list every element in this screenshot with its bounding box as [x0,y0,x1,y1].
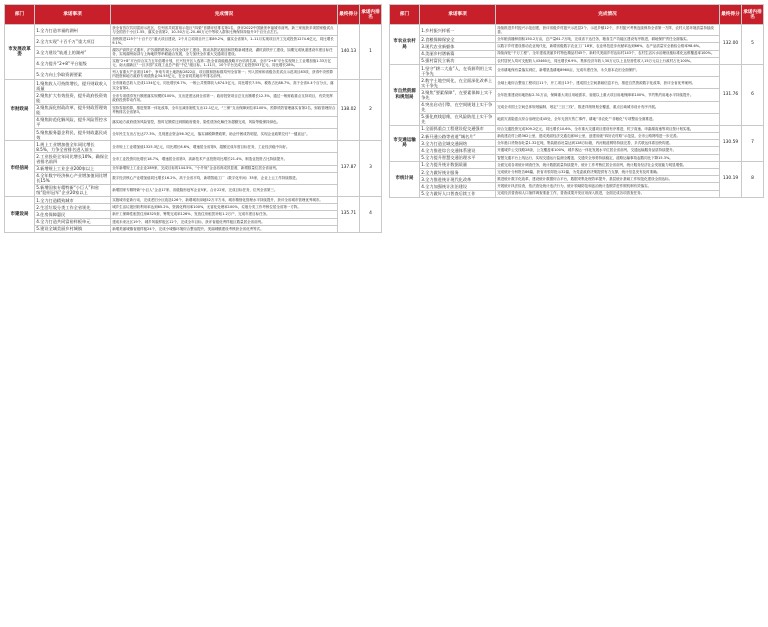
header-progress: 完成情况 [496,5,720,25]
table-row [390,133,764,140]
table-row [5,218,382,225]
header-dept: 部门 [5,5,35,25]
department-cell: 市建设局 [5,197,35,233]
table-row [390,50,764,57]
table-row [390,176,764,183]
table-row [5,92,382,104]
table-row [5,36,382,47]
commitment-cell: 5.全力向上争取资源要素 [35,69,111,80]
table-row [5,184,382,196]
rank-cell: 3 [360,141,382,197]
commitment-cell: 2.全力做好统计服务 [420,169,496,176]
score-cell: 130.59 [720,125,742,161]
commitment-cell: 1.全力打造精致城市 [35,197,111,204]
score-cell: 130.19 [720,161,742,197]
table-row [5,165,382,172]
score-cell: 135.71 [338,197,360,233]
progress-cell: 湖苏沪高铁正式通车，沪苏湖铁路客运专线全线开工建设，推动高铁站枢纽和铁路新城建设，湖杭高铁开工建设，如期完成轨道建设年度目标任务，实现湖州南浔与上海地铁等串联融合发展，全力加快全市重大交通项目建设。 [111,47,338,58]
table-row [5,116,382,128]
commitment-cell: 2.生活垃圾分类工作全省领先 [35,204,111,211]
commitment-cell: 5.建设全域美丽乡村城镇 [35,225,111,232]
commitment-cell: 1.坚守“耕二大造”人，在资源利用上实干争先 [420,64,496,76]
rank-cell: 7 [742,125,764,161]
commitment-cell: 2.食粮保障保安全 [420,36,496,43]
commitment-cell: 3.全力建设“轨道上的湖州” [35,47,111,58]
progress-cell: 农村居民人均可支配收入43460元，同比增长6.9%，集体经济年收入30万元以上且经营性收入15万元以上行政村占比100%。 [496,57,720,64]
progress-cell: 全市专项债券发行额度落实规模的100%，支出进度达到全省第一；政府投资项目总支出额增长12.3%，通过一般财政重点支持项目，有效发挥政府投资带动作用。 [111,92,338,104]
progress-cell: 实施城市更新行动，完成老旧小区改造126个，新增城市绿地52万平方米，城市精细化管理水平持续提升，获评全省城市管理优秀城市。 [111,197,338,204]
header-task: 承诺事项 [420,5,496,25]
table-row [5,197,382,204]
commitment-cell: 4.全力推进综合交通体系建设 [420,147,496,154]
progress-cell: 开通城乡公交线路28条，公交覆盖率100%，城乡客运一体化发展水平位居全省前列，交通运输服务品质持续提升。 [496,147,720,154]
progress-cell: 推进统计数字化改革，建设统计数据综合平台，数据采集处理效率提升，基层统计基础工作规范化建设全面达标。 [496,176,720,183]
commitment-cell: 4.聚焦防范化解风险，提升风险管控水平 [35,116,111,128]
progress-cell: 完成经济普查和人口抽样调查准备工作，普查成果开发应用深入推进，全面完成各项普查任务。 [496,190,720,197]
progress-cell: 完成统计分析报告86篇，获省市领导批示32篇，为党委政府决策提供有力支撑，统计信息发布及时准确。 [496,169,720,176]
commitment-cell: 2.新开通公路等省道“城名片” [420,133,496,140]
commitment-cell: 1.全面抓重点工程建设促交通强市 [420,125,496,132]
header-score: 最终得分 [720,5,742,25]
commitment-cell: 1.规上工业增加值全年同比增长8.5%，力争全省排名进入前五 [35,141,111,153]
commitment-cell: 2.工业投资全年同比增长10%，确保全省排名前四 [35,153,111,165]
progress-cell: 坚持零基预算，推进预算一体化改革，全年压减非刚性支出12.1亿元，“三保”支出保障到位率100%，预算绩效管理落实省第2名，财政管理综合考核排名全省第3。 [111,104,338,116]
progress-cell: 持续推进乡村振兴示范创建，获评省级乡村振兴示范县2个、示范乡镇12个，乡村振兴考核连续保持全省第一方阵，农村人居环境质量持续改善。 [496,25,720,36]
progress-cell: 全市财政总收入完成1134亿元，同比增长6.7%，一般公共预算收入674.5亿元，同比增长7.5%，税收占比88.7%，高于全省0.4个百分点，落实全省第2。 [111,80,338,92]
table-row [5,104,382,116]
table-row [5,211,382,218]
progress-cell: 综合交通投资完成309.2亿元，同比增长10.6%，全市重大交通项目建设有序推进，杭宁高速、申嘉湖高速等项目按计划实施。 [496,125,720,132]
progress-cell: 数字经济核心产业增加值同比增长16.2%，高于全省平均，新增智能工厂（数字化车间）35家，企业上云工作持续推进。 [111,172,338,184]
commitment-cell: 4.全力提升“2+8”平台能级 [35,58,111,69]
table-row [390,77,764,89]
table-row [390,89,764,101]
progress-cell: 全年新增规上工业企业289家，完成目标的144.5%，“小升规”企业培育成效显著，新增数量位居全省前列。 [111,165,338,172]
commitment-cell: 2.数字土地空间化，在全面深化改革上实干争先 [420,77,496,89]
rank-cell: 5 [742,25,764,65]
department-cell: 市统计局 [390,161,420,197]
header-rank: 承诺内排名 [742,5,764,25]
rank-cell: 8 [742,161,764,197]
table-row [5,58,382,69]
commitment-cell: 3.全力推进统计现代化改革 [420,176,496,183]
table-row [5,128,382,140]
department-cell: 市交通运输局 [390,125,420,161]
progress-cell: 全域土地综合整治工程项目11个，开工项目13个，建成国土空间基础信息平台，推进自然资源数字化改革，获评全省优秀案例。 [496,77,720,89]
header-task: 承诺事项 [35,5,111,25]
right-commitment-table [389,4,764,198]
progress-cell: 列入省重大产业项目16个，争取专项土地指标2822亩，项目数和指标数均列全省第一；列入国家和省级各类试点示范项目83项，获得中央预算内投资和地方政府专项债资金34.55亿元，在全省同类地市中排名前列。 [111,69,338,80]
progress-cell: 全市工业投资同比增长18.7%，增速居全省第3，高新技术产业投资同比增长21.4%，制造业投资占比持续提升。 [111,153,338,165]
table-header-row [390,5,764,25]
progress-cell: 地质灾害隐患点综合治理完成45处，全年无因灾伤亡事件，耕地“非农化”“非粮化”专项整治全面推进。 [496,113,720,125]
progress-cell: 新开工保障性租赁住房8325套，筹集完成率126%，发放住房租赁补贴1.2万户，完成年度目标任务。 [111,211,338,218]
table-row [390,57,764,64]
table-row [390,64,764,76]
rank-cell: 4 [360,197,382,233]
progress-cell: 全面完成各项统计调查任务，统计数据质量持续提升，统计工作考核位居全省前列，统计服务经济社会发展能力明显增强。 [496,161,720,168]
commitment-cell: 1.聚焦收入可持续增长，提升财政收入质量 [35,80,111,92]
commitment-cell: 2.聚焦扩大有效投资，提升政府投资效能 [35,92,111,104]
commitment-cell: 4.全年数字经济核心产业增加值同比增长15% [35,172,111,184]
left-commitment-table [4,4,382,233]
table-row [390,125,764,132]
table-row [5,47,382,58]
commitment-cell: 5.强化底线思维，在风险防范上实干争先 [420,113,496,125]
table-row [390,25,764,36]
commitment-cell: 2.全力实现“十百千万”重大项目 [35,36,111,47]
progress-cell: 落实地方政府债务风险管控，按时足额偿还到期政府债务，隐性债务化解任务超额完成，风险等级保持绿色。 [111,116,338,128]
progress-cell: 全年港口货物吞吐量1.32亿吨，集装箱吞吐量达到128万标箱，内河航道网络持续完善，多式联运体系加快构建。 [496,140,720,147]
table-row [5,80,382,92]
table-row [5,204,382,211]
table-row [390,154,764,161]
table-row [390,190,764,197]
commitment-cell: 5.全力提升智慧交通治理水平 [420,154,496,161]
progress-cell: 全年批准建设用地指标2.31万亩，保障重大项目用地需求，省级以上重大项目用地保障率100%，节约集约用地水平持续提升。 [496,89,720,101]
progress-cell: 开展统计执法检查，依法查处统计违法行为，统计领域防范和惩治统计造假弄虚作假机制有效落实。 [496,183,720,190]
header-score: 最终得分 [338,5,360,25]
progress-cell: 城乡生活垃圾回收利用率达到65.2%，资源化利用率100%，无害化处理率100%，垃圾分类工作考核位居全省第一方阵。 [111,204,338,211]
commitment-cell: 1.全力打造幸福的湖州 [35,25,111,36]
department-cell: 市经信局 [5,141,35,197]
department-cell: 市农业农村局 [390,25,420,65]
table-row [5,153,382,165]
commitment-cell: 4.突出启动引擎，在空间规划上实干争先 [420,101,496,113]
table-row [390,43,764,50]
commitment-cell: 1.全力提升统计数据质量 [420,161,496,168]
score-cell: 137.87 [338,141,360,197]
commitment-cell: 5.聚焦服务惠企利民，提升财政惠民成效 [35,128,111,140]
progress-cell: 新增国家专精特新“小巨人”企业17家、省级隐形冠军企业5家，合计22家，完成目标任务，位列全省第三。 [111,184,338,196]
table-row [390,36,764,43]
commitment-cell: 5.新增国家专精特新“小巨人”和省级“隐形冠军”企业20家以上 [35,184,111,196]
table-row [390,183,764,190]
table-row [390,140,764,147]
commitment-cell: 5.强村富民立新功 [420,57,496,64]
score-cell: 132.00 [720,25,742,65]
progress-cell: 全年粮食播种面积150.2万亩，总产量61.7万吨，完成省下达任务，粮食生产功能区建设有序推进，耕地保护责任全面落实。 [496,36,720,43]
commitment-cell: 3.聚焦深化财政改革，提升财政管理效能 [35,104,111,116]
header-progress: 完成情况 [111,5,338,25]
progress-cell: 持续深化“千万工程”，全年建成美丽乡村特色精品村45个、新时代美丽乡村达标村143个，农村生活污水治理设施标准化运维覆盖率100%。 [496,50,720,57]
progress-cell: 获全省首次共同富裕示范区，位列省共同富裕示范区“四梁”首期评估排名第1名，获评2022中国最美幸福城市前列。新三家庭获多项国家级试点与全国首个小区1.55，落实全省第2，10–50万元–20–60万元中等收入群体比例保持持续升3个百分点左右。 [111,25,338,36]
progress-cell: 新增美丽城镇省级样板24个，完成小城镇环境综合整治提升，美丽城镇建设考核获全省优秀等次。 [111,225,338,232]
commitment-cell: 1.乡村振兴样板一 [420,25,496,36]
rank-cell: 2 [360,80,382,141]
table-row [5,25,382,36]
header-rank: 承诺内排名 [360,5,382,25]
score-cell: 131.76 [720,64,742,125]
table-header-row [5,5,382,25]
table-row [5,69,382,80]
progress-cell: 新改建农村公路362公里，建成美丽经济交通走廊50公里，创建省级“四好农村路”示范县，全市公路网络进一步完善。 [496,133,720,140]
commitment-cell: 3.现代农业新躯体 [420,43,496,50]
table-row [5,172,382,184]
progress-cell: 全年民生支出占比达77.3%，兑现惠企资金56.3亿元，落实减税降费政策，助企纾困成效明显，实现企业政策兑付“一键直达”。 [111,128,338,140]
commitment-cell: 4.美丽乡村谱新篇 [420,50,496,57]
progress-cell: 建成未来社区19个、城乡风貌样板区12个，完成全年目标，获评省级优秀样板区数量居全省前列。 [111,218,338,225]
commitment-cell: 4.全力打造共同富裕样板单元 [35,218,111,225]
progress-cell: 完成全市国土空间总体规划编制，划定“三区三线”，推进详细规划全覆盖，重点区域城市设计有序开展。 [496,101,720,113]
table-row [390,169,764,176]
progress-cell: 以数字乡村建设推动农业现代化，新增省级数字农业工厂18家，农业科技进步贡献率达到66%，农产品质量安全抽检合格率98.6%。 [496,43,720,50]
commitment-cell: 3.聚焦“要素保障”，在要素保障上实干争先 [420,89,496,101]
department-cell: 市发展改革委 [5,25,35,80]
rank-cell: 6 [742,64,764,125]
commitment-cell: 4.全力加强统计法治建设 [420,183,496,190]
table-row [5,225,382,232]
progress-cell: 实施“2+8”平台综合实力五年倍增计划，长兴经开区入选第二批全省高能级战略平台培育名单，全市“2+8”平台实现规上工业增加值1.33万亿元，南太湖新区“一区多园”实现工业总产值“千亿”级目标。1–11月，10个平台完成工业投资537亿元、同比增长28%。 [111,58,338,69]
rank-cell: 1 [360,25,382,80]
commitment-cell: 5.全力做好人口普查后续工作 [420,190,496,197]
table-row [390,113,764,125]
department-cell: 市自然资源和规划局 [390,64,420,125]
score-cell: 138.02 [338,80,360,141]
department-cell: 市财政局 [5,80,35,141]
commitment-cell: 3.新增规上工业企业200家以上 [35,165,111,172]
table-row [390,147,764,154]
commitment-cell: 3.住房保障惠民 [35,211,111,218]
table-row [5,141,382,153]
progress-cell: 智慧交通平台上线运行，实现交通运行监测全覆盖，交通安全形势持续稳定，道路运输事故起数同比下降15.3%。 [496,154,720,161]
table-row [390,101,764,113]
score-cell: 140.13 [338,25,360,80]
progress-cell: 全市耕地保有量落实到位，新增垦造耕地8960亩，完成年度任务，永久基本农田全面保护。 [496,64,720,76]
commitment-cell: 3.全力打造全域交通网络 [420,140,496,147]
progress-cell: 全市规上工业增加值1325.3亿元，同比增长8.6%，增速居全省第5，超额完成年度目标任务，工业经济稳中向好。 [111,141,338,153]
progress-cell: 加快推进125个“十百千万”重大项目建设，2个月立项项目开工率89.2%，落实全省第3，1–11月实现项目开工完成投资1274.6亿元，同比增长9.1%。 [111,36,338,47]
table-row [390,161,764,168]
header-dept: 部门 [390,5,420,25]
